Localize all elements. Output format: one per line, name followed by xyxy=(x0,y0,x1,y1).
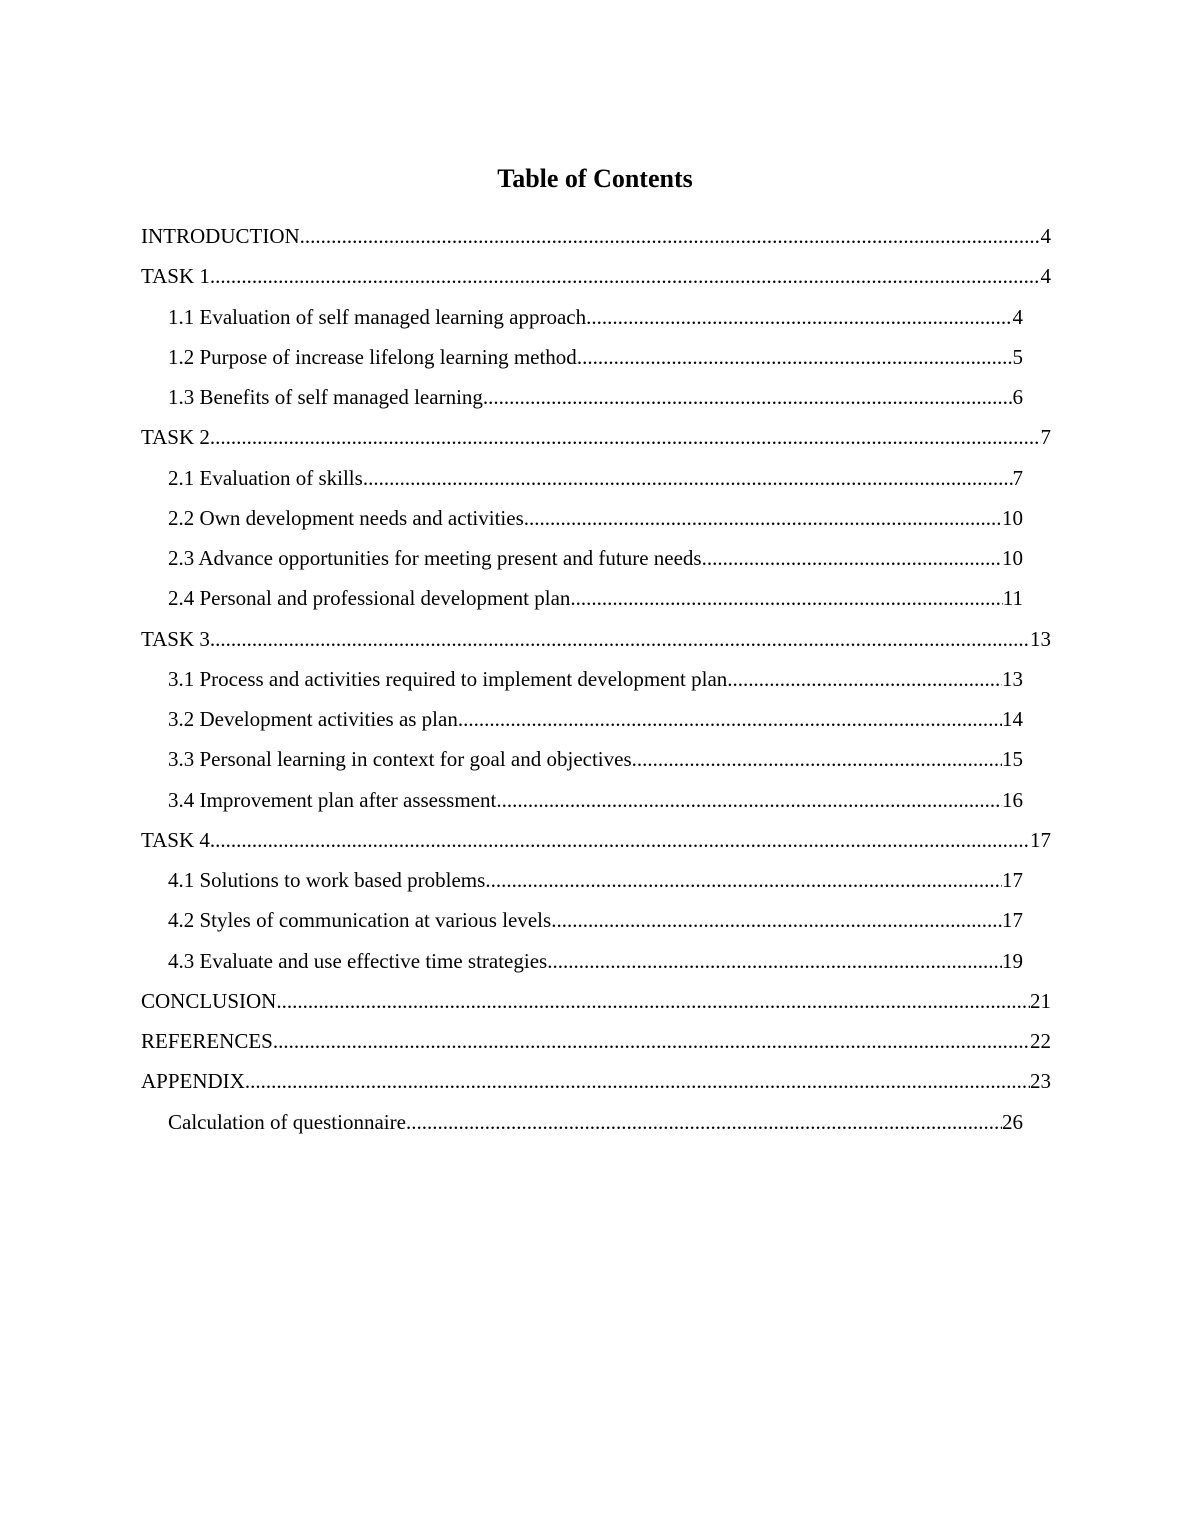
toc-dot-leader xyxy=(245,1065,1030,1097)
toc-entry[interactable] xyxy=(168,542,1023,582)
toc-entry-text: TASK 4 xyxy=(141,827,210,852)
toc-entry-text: 3.1 Process and activities required to implement development plan xyxy=(168,666,728,691)
toc-dot-leader xyxy=(300,220,1041,252)
toc-page-number: 15 xyxy=(1002,747,1023,772)
toc-entry[interactable] xyxy=(168,582,1023,622)
toc-page-number: 4 xyxy=(1040,224,1051,248)
toc-entry-text: Calculation of questionnaire xyxy=(168,1109,406,1134)
toc-page-number: 7 xyxy=(1012,465,1023,490)
toc-page-number: 21 xyxy=(1030,988,1051,1013)
toc-entry-text: 3.2 Development activities as plan xyxy=(168,707,458,731)
toc-entry[interactable] xyxy=(141,1025,1051,1065)
toc-entry[interactable] xyxy=(168,904,1023,944)
toc-entry[interactable] xyxy=(168,663,1023,703)
toc-entry[interactable] xyxy=(141,220,1051,260)
toc-entry-text: 2.3 Advance opportunities for meeting present and future needs xyxy=(168,546,702,570)
toc-dot-leader xyxy=(485,864,1002,896)
toc-entry-text: 3.4 Improvement plan after assessment xyxy=(168,787,497,812)
toc-entry-text: 2.2 Own development needs and activities xyxy=(168,505,524,530)
toc-page-number: 4 xyxy=(1040,264,1051,289)
toc-page-number: 13 xyxy=(1030,626,1051,651)
toc-dot-leader xyxy=(210,260,1041,292)
toc-entry[interactable] xyxy=(168,1106,1023,1146)
toc-dot-leader xyxy=(276,985,1030,1017)
toc-dot-leader xyxy=(577,341,1013,373)
toc-dot-leader xyxy=(483,381,1013,413)
toc-dot-leader xyxy=(273,1025,1030,1057)
toc-entry[interactable] xyxy=(168,743,1023,783)
toc-page-number: 26 xyxy=(1002,1109,1023,1134)
toc-entry-text: 3.3 Personal learning in context for goal and objectives xyxy=(168,747,632,772)
toc-dot-leader xyxy=(458,703,1002,735)
toc-page-number: 6 xyxy=(1012,385,1023,409)
toc-entry-text: 1.2 Purpose of increase lifelong learning method xyxy=(168,344,577,369)
toc-dot-leader xyxy=(551,904,1002,936)
toc-page-number: 5 xyxy=(1012,344,1023,369)
toc-page-number: 17 xyxy=(1030,827,1051,852)
toc-entry[interactable] xyxy=(141,1065,1051,1105)
toc-entry-text: 4.2 Styles of communication at various levels xyxy=(168,908,552,933)
toc-dot-leader xyxy=(210,421,1041,453)
toc-entry[interactable] xyxy=(141,824,1051,864)
toc-dot-leader xyxy=(632,743,1002,775)
toc-entry[interactable] xyxy=(141,421,1051,461)
toc-page-number: 17 xyxy=(1002,868,1023,892)
toc-dot-leader xyxy=(406,1106,1002,1138)
toc-page-number: 17 xyxy=(1002,908,1023,933)
toc-entry[interactable] xyxy=(168,784,1023,824)
toc-entry-text: TASK 1 xyxy=(141,264,210,289)
toc-dot-leader xyxy=(586,301,1012,333)
toc-entry-text: CONCLUSION xyxy=(141,988,277,1013)
toc-dot-leader xyxy=(524,502,1002,534)
toc-page-number: 11 xyxy=(1002,586,1023,611)
toc-entry-text: 2.1 Evaluation of skills xyxy=(168,465,363,490)
toc-entry[interactable] xyxy=(168,301,1023,341)
toc-entry[interactable] xyxy=(141,985,1051,1025)
toc-dot-leader xyxy=(496,784,1002,816)
toc-entry-text: INTRODUCTION xyxy=(141,224,300,248)
toc-entry[interactable] xyxy=(141,623,1051,663)
toc-entry[interactable] xyxy=(168,945,1023,985)
toc-entry-text: 4.1 Solutions to work based problems xyxy=(168,868,486,892)
toc-page-number: 19 xyxy=(1002,948,1023,973)
toc-entry-text: 2.4 Personal and professional development plan xyxy=(168,586,571,611)
toc-entry[interactable] xyxy=(168,381,1023,421)
toc-entry[interactable] xyxy=(168,341,1023,381)
toc-entry-text: 1.1 Evaluation of self managed learning approach xyxy=(168,304,587,329)
toc-entry[interactable] xyxy=(168,502,1023,542)
toc-entry[interactable] xyxy=(168,864,1023,904)
toc-entry[interactable] xyxy=(168,462,1023,502)
toc-page-number: 10 xyxy=(1002,546,1023,570)
toc-list xyxy=(141,220,1051,1146)
toc-entry-text: APPENDIX xyxy=(141,1069,245,1094)
toc-dot-leader xyxy=(210,623,1030,655)
toc-page-number: 23 xyxy=(1030,1069,1051,1094)
toc-entry-text: TASK 2 xyxy=(141,425,210,450)
toc-page-number: 14 xyxy=(1002,707,1023,731)
toc-entry[interactable] xyxy=(168,703,1023,743)
toc-page-number: 10 xyxy=(1002,505,1023,530)
toc-dot-leader xyxy=(210,824,1030,856)
page-title: Table of Contents xyxy=(497,164,693,193)
toc-dot-leader xyxy=(702,542,1002,574)
toc-entry-text: 1.3 Benefits of self managed learning xyxy=(168,385,483,409)
toc-page-number: 16 xyxy=(1002,787,1023,812)
toc-entry-text: 4.3 Evaluate and use effective time strategies xyxy=(168,948,548,973)
toc-dot-leader xyxy=(727,663,1002,695)
toc-entry-text: REFERENCES xyxy=(141,1029,273,1053)
toc-page-number: 4 xyxy=(1012,304,1023,329)
toc-dot-leader xyxy=(570,582,1002,614)
toc-entry[interactable] xyxy=(141,260,1051,300)
toc-page-number: 22 xyxy=(1030,1029,1051,1053)
toc-dot-leader xyxy=(363,462,1013,494)
toc-page-number: 7 xyxy=(1040,425,1051,450)
toc-page-number: 13 xyxy=(1002,666,1023,691)
toc-dot-leader xyxy=(547,945,1002,977)
toc-entry-text: TASK 3 xyxy=(141,626,210,651)
